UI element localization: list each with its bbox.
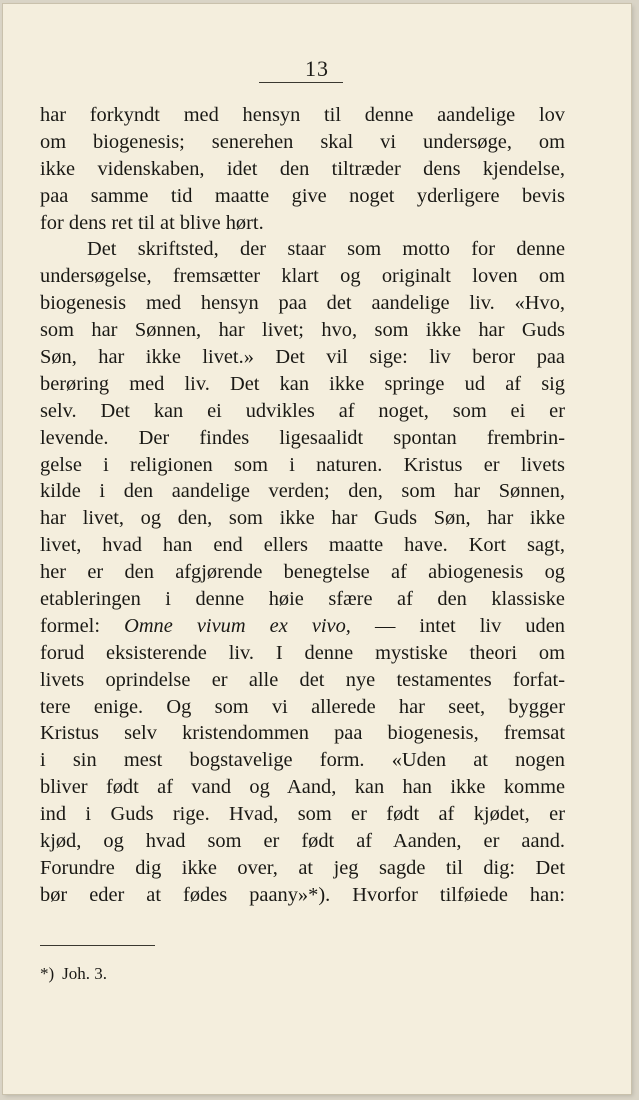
text-line: Søn, har ikke livet.» Det vil sige: liv beror paa <box>40 346 565 369</box>
text-line: Forundre dig ikke over, at jeg sagde til dig: Det <box>40 856 565 879</box>
text-line: om biogenesis; senerehen skal vi undersøge, om <box>40 130 565 153</box>
text-line: i sin mest bogstavelige form. «Uden at nogen <box>40 749 565 772</box>
text-line: tere enige. Og som vi allerede har seet, bygger <box>40 695 565 718</box>
text-line: har livet, og den, som ikke har Guds Søn, har ikke <box>40 507 565 530</box>
text-line: for dens ret til at blive hørt. <box>40 211 264 234</box>
text-line: berøring med liv. Det kan ikke springe ud af sig <box>40 372 565 395</box>
body-text <box>40 102 565 909</box>
text-line: Kristus selv kristendommen paa biogenesis, fremsat <box>40 722 565 745</box>
formel-prefix: formel: <box>40 614 101 637</box>
text-line: etableringen i denne høie sfære af den klassiske <box>40 588 565 611</box>
text-line: gelse i religionen som i naturen. Kristus er livets <box>40 453 565 476</box>
footnote-rule <box>40 945 155 946</box>
text-line: selv. Det kan ei udvikles af noget, som ei er <box>40 399 565 422</box>
text-line: har forkyndt med hensyn til denne aandelige lov <box>40 104 565 126</box>
text-line: livets oprindelse er alle det nye testamentes forfat- <box>40 668 565 691</box>
text-line: som har Sønnen, har livet; hvo, som ikke har Guds <box>40 319 565 342</box>
text-line: her er den afgjørende benegtelse af abiogenesis og <box>40 561 565 584</box>
page-number-underline <box>259 82 343 83</box>
text-line: Det skriftsted, der staar som motto for denne <box>87 238 565 261</box>
text-line: forud eksisterende liv. I denne mystiske theori om <box>40 641 565 664</box>
text-line: kilde i den aandelige verden; den, som har Sønnen, <box>40 480 565 503</box>
page-number: 13 <box>305 56 329 81</box>
text-line: bliver født af vand og Aand, kan han ikke komme <box>40 776 565 799</box>
formel-line <box>40 613 565 640</box>
text-line: ikke videnskaben, idet den tiltræder dens kjendelse, <box>40 157 565 180</box>
footnote-text: Joh. 3. <box>62 964 108 983</box>
text-line: livet, hvad han end ellers maatte have. Kort sagt, <box>40 534 565 557</box>
text-line: paa samme tid maatte give noget yderligere bevis <box>40 184 565 207</box>
text-line: undersøgelse, fremsætter klart og originalt loven om <box>40 265 565 288</box>
footnote <box>40 964 107 984</box>
footnote-marker: *) <box>40 964 55 983</box>
text-line: levende. Der findes ligesaalidt spontan frembrin- <box>40 426 565 449</box>
text-line: kjød, og hvad som er født af Aanden, er aand. <box>40 830 565 853</box>
text-line: ind i Guds rige. Hvad, som er født af kjødet, er <box>40 803 565 826</box>
latin-phrase: Omne vivum ex vivo, <box>124 614 351 637</box>
formel-suffix: — intet liv uden <box>374 614 565 637</box>
book-page <box>3 4 631 1094</box>
text-line: biogenesis med hensyn paa det aandelige liv. «Hvo, <box>40 292 565 315</box>
text-line: bør eder at fødes paany»*). Hvorfor tilføiede han: <box>40 883 565 906</box>
